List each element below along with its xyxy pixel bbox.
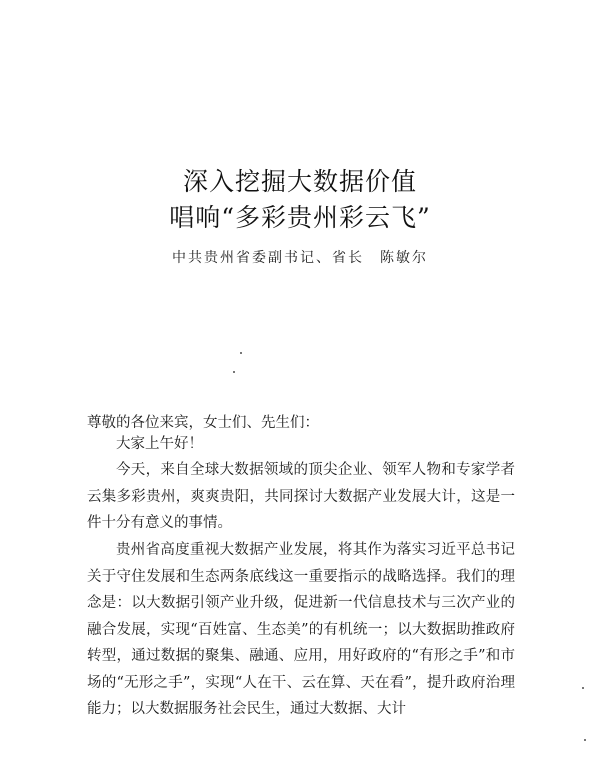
title-line-1: 深入挖掘大数据价值 [182,167,417,196]
salutation: 尊敬的各位来宾，女士们、先生们： [87,415,319,431]
scan-speck [240,352,242,354]
scan-speck [584,739,586,741]
scan-speck [233,371,235,373]
scan-speck [582,687,584,689]
title-line-2: 唱响“多彩贵州彩云飞” [169,203,431,232]
paragraph-intro: 今天，来自全球大数据领域的顶尖企业、领军人物和专家学者云集多彩贵州，爽爽贵阳，共同探讨大数据产业发展大计，这是一件十分有意义的事情。 [87,462,515,531]
paragraph-greeting: 大家上午好！ [116,436,203,452]
author-line: 中共贵州省委副书记、省长 陈敏尔 [172,250,428,266]
paragraph-strategy: 贵州省高度重视大数据产业发展，将其作为落实习近平总书记关于守住发展和生态两条底线这一重要指示的战略选择。我们的理念是：以大数据引领产业升级，促进新一代信息技术与三次产业的融合发展，实现“百姓富、生态美”的有机统一；以大数据助推政府转型，通过数据的聚集、融通、应用，用好政府的“有形之手”和市场的“无形之手”，实现“人在干、云在算、天在看”，提升政府治理能力；以大数据服务社会民生，通过大数据、大计 [87,542,515,717]
